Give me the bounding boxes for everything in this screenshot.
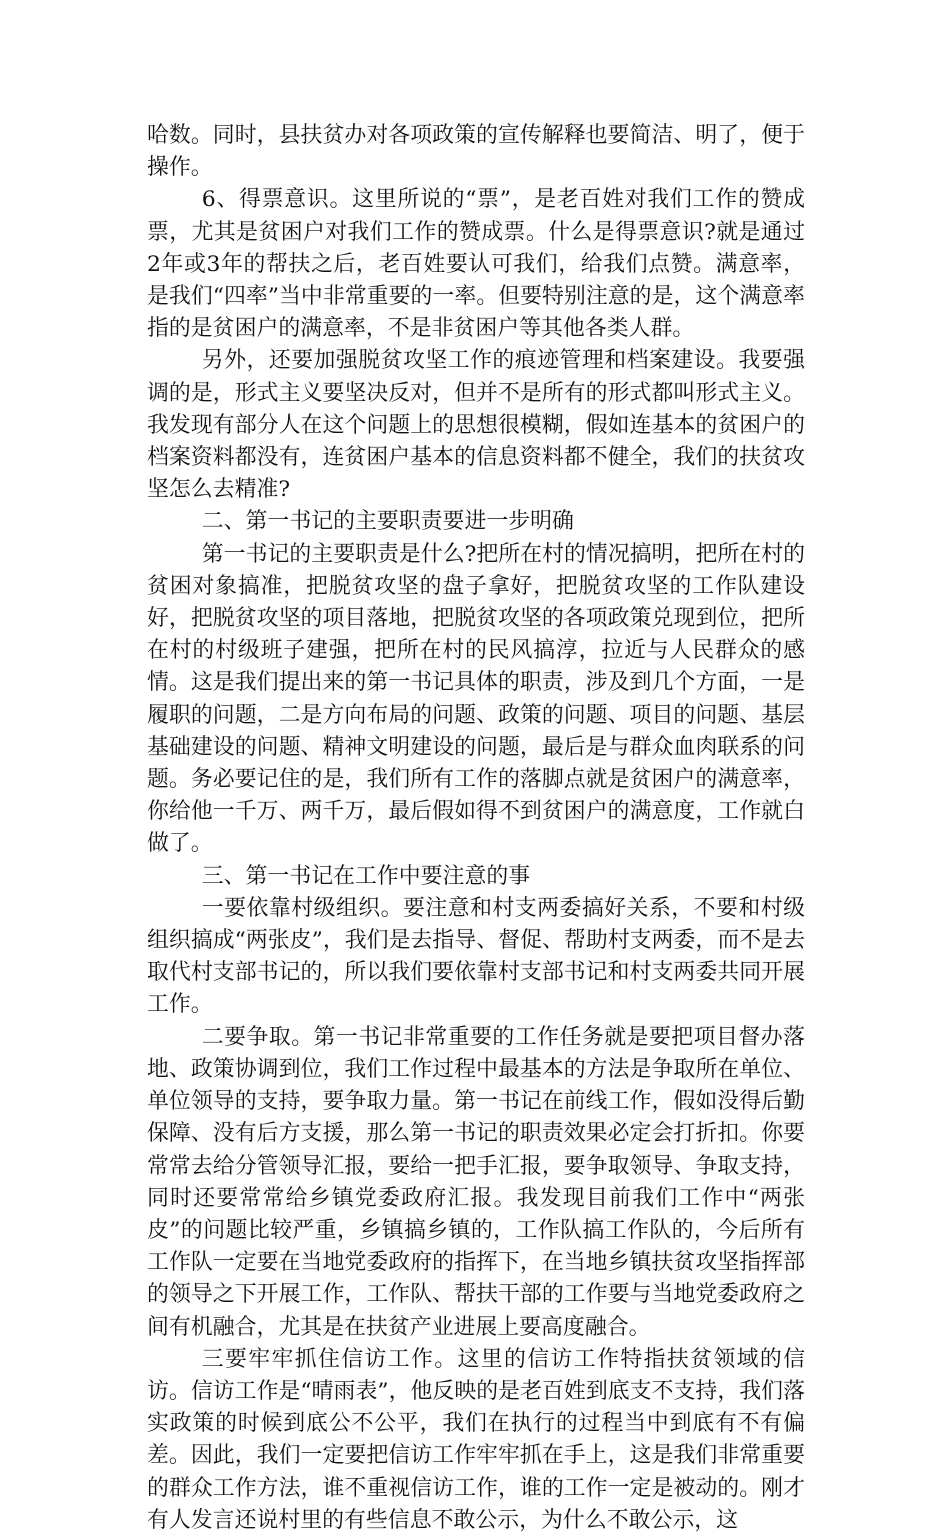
- paragraph-continuation: 哈数。同时，县扶贫办对各项政策的宣传解释也要简洁、明了，便于操作。: [147, 123, 805, 181]
- section-heading-duties: 二、第一书记的主要职责要进一步明确: [201, 509, 574, 535]
- paragraph-petition-work: 三要牢牢抓住信访工作。这里的信访工作特指扶贫领域的信访。信访工作是“晴雨表”，他反映的是老百姓到底支不支持，我们落实政策的时候到底公不公平，我们在执行的过程当中到底有不有偏差。因此，我们一定要把信访工作牢牢抓在手上，这是我们非常重要的群众工作方法，谁不重视信访工作，谁的工作一定是被动的。刚才有人发言还说村里的有些信息不敢公示，为什么不敢公示，这: [147, 1346, 805, 1533]
- section-heading-notes: 三、第一书记在工作中要注意的事: [201, 863, 531, 889]
- paragraph-vote-awareness: 6、得票意识。这里所说的“票”，是老百姓对我们工作的赞成票，尤其是贫困户对我们工作的赞成票。什么是得票意识?就是通过2年或3年的帮扶之后，老百姓要认可我们，给我们点赞。满意率，是我们“四率”当中非常重要的一率。但要特别注意的是，这个满意率指的是贫困户的满意率，不是非贫困户等其他各类人群。: [147, 187, 805, 342]
- paragraph-seek-support: 二要争取。第一书记非常重要的工作任务就是要把项目督办落地、政策协调到位，我们工作过程中最基本的方法是争取所在单位、单位领导的支持，要争取力量。第一书记在前线工作，假如没得后勤保障、没有后方支援，那么第一书记的职责效果必定会打折扣。你要常常去给分管领导汇报，要给一把手汇报，要争取领导、争取支持，同时还要常常给乡镇党委政府汇报。我发现目前我们工作中“两张皮”的问题比较严重，乡镇搞乡镇的，工作队搞工作队的，今后所有工作队一定要在当地党委政府的指挥下，在当地乡镇扶贫攻坚指挥部的领导之下开展工作，工作队、帮扶干部的工作要与当地党委政府之间有机融合，尤其是在扶贫产业进展上要高度融合。: [147, 1024, 805, 1340]
- paragraph-archive-management: 另外，还要加强脱贫攻坚工作的痕迹管理和档案建设。我要强调的是，形式主义要坚决反对，但并不是所有的形式都叫形式主义。我发现有部分人在这个问题上的思想很模糊，假如连基本的贫困户的档案资料都没有，连贫困户基本的信息资料都不健全，我们的扶贫攻坚怎么去精准?: [147, 348, 805, 503]
- paragraph-rely-village: 一要依靠村级组织。要注意和村支两委搞好关系，不要和村级组织搞成“两张皮”，我们是去指导、督促、帮助村支两委，而不是去取代村支部书记的，所以我们要依靠村支部书记和村支两委共同开展工作。: [147, 895, 805, 1018]
- document-body: [147, 120, 805, 1537]
- paragraph-duties: 第一书记的主要职责是什么?把所在村的情况搞明，把所在村的贫困对象搞准，把脱贫攻坚的盘子拿好，把脱贫攻坚的工作队建设好，把脱贫攻坚的项目落地，把脱贫攻坚的各项政策兑现到位，把所在村的村级班子建强，把所在村的民风搞淳，拉近与人民群众的感情。这是我们提出来的第一书记具体的职责，涉及到几个方面，一是履职的问题，二是方向布局的问题、政策的问题、项目的问题、基层基础建设的问题、精神文明建设的问题，最后是与群众血肉联系的问题。务必要记住的是，我们所有工作的落脚点就是贫困户的满意率，你给他一千万、两千万，最后假如得不到贫困户的满意度，工作就白做了。: [147, 541, 805, 857]
